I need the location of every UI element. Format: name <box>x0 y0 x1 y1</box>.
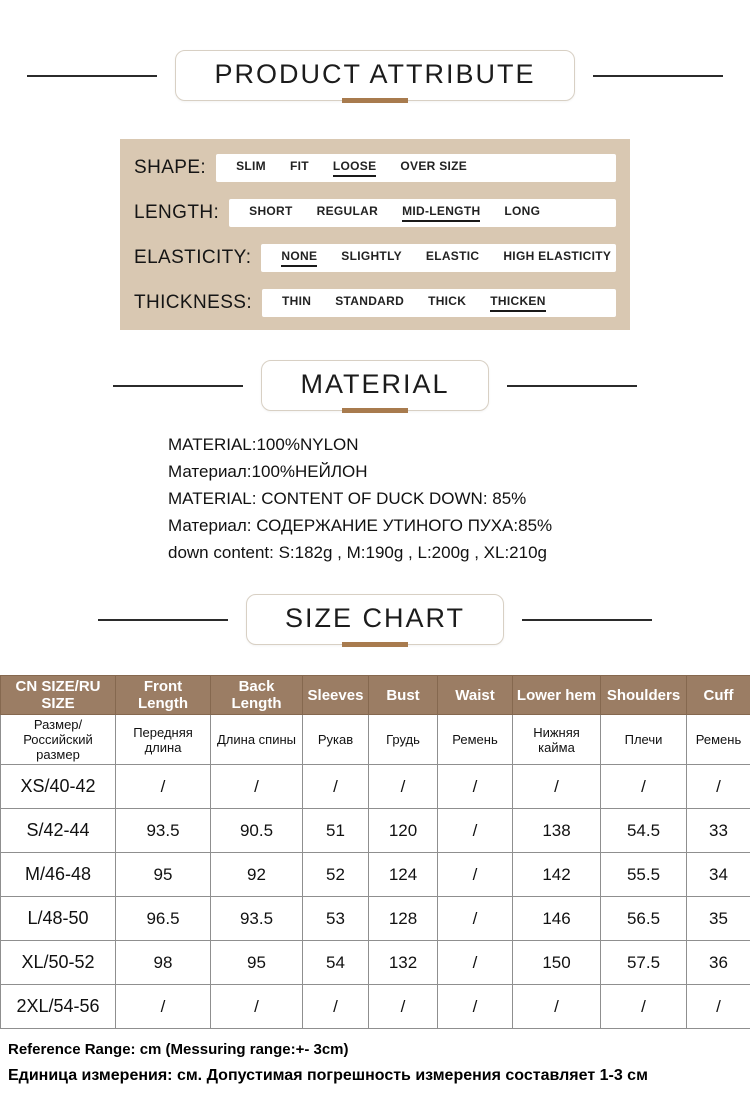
size-cell: XS/40-42 <box>1 765 116 809</box>
attribute-row <box>134 154 616 182</box>
column-header-ru: Размер/Российский размер <box>1 715 116 765</box>
page <box>0 50 750 1104</box>
column-header-en: Back Length <box>211 676 303 715</box>
attribute-option: SHORT <box>249 204 293 222</box>
title-line-left <box>27 75 157 77</box>
attribute-panel <box>120 139 630 330</box>
attribute-options-strip <box>216 154 616 182</box>
column-header-en: Lower hem <box>513 676 601 715</box>
column-header-en: Shoulders <box>601 676 687 715</box>
value-cell: / <box>438 941 513 985</box>
value-cell: / <box>513 985 601 1029</box>
section-material <box>0 360 750 566</box>
value-cell: / <box>211 765 303 809</box>
material-lines <box>168 431 750 566</box>
column-header-en: CN SIZE/RU SIZE <box>1 676 116 715</box>
column-header-en: Front Length <box>116 676 211 715</box>
title-line-right <box>507 385 637 387</box>
value-cell: 92 <box>211 853 303 897</box>
value-cell: 128 <box>369 897 438 941</box>
value-cell: 142 <box>513 853 601 897</box>
column-header-en: Cuff <box>687 676 750 715</box>
attribute-option: ELASTIC <box>426 249 479 267</box>
value-cell: / <box>211 985 303 1029</box>
value-cell: / <box>687 985 750 1029</box>
title-line-right <box>593 75 723 77</box>
size-cell: 2XL/54-56 <box>1 985 116 1029</box>
product-attribute-title: PRODUCT ATTRIBUTE <box>214 59 535 89</box>
attribute-option-selected: LOOSE <box>333 159 377 177</box>
size-chart-table-body <box>1 765 750 1029</box>
value-cell: 90.5 <box>211 809 303 853</box>
size-chart-table <box>0 675 750 1029</box>
value-cell: 132 <box>369 941 438 985</box>
attribute-option-selected: THICKEN <box>490 294 545 312</box>
value-cell: 146 <box>513 897 601 941</box>
column-header-ru: Рукав <box>303 715 369 765</box>
title-accent-bar <box>342 642 408 647</box>
attribute-option: HIGH ELASTICITY <box>503 249 611 267</box>
value-cell: 53 <box>303 897 369 941</box>
material-line-down-content: down content: S:182g , M:190g , L:200g , XL:210g <box>168 539 750 566</box>
value-cell: / <box>369 765 438 809</box>
value-cell: / <box>369 985 438 1029</box>
table-row <box>1 897 750 941</box>
table-header-row-ru <box>1 715 750 765</box>
attribute-label: SHAPE: <box>134 157 206 179</box>
attribute-label: ELASTICITY: <box>134 247 251 269</box>
title-accent-bar <box>342 408 408 413</box>
value-cell: / <box>513 765 601 809</box>
value-cell: / <box>687 765 750 809</box>
column-header-ru: Ремень <box>687 715 750 765</box>
table-row <box>1 809 750 853</box>
value-cell: 55.5 <box>601 853 687 897</box>
attribute-option: FIT <box>290 159 309 177</box>
note-reference-range: Reference Range: cm (Messuring range:+- 3cm) <box>8 1041 750 1058</box>
title-line-left <box>98 619 228 621</box>
attribute-label: LENGTH: <box>134 202 219 224</box>
value-cell: 138 <box>513 809 601 853</box>
material-title-box <box>261 360 488 411</box>
attribute-option-selected: NONE <box>281 249 317 267</box>
size-cell: XL/50-52 <box>1 941 116 985</box>
value-cell: / <box>303 985 369 1029</box>
value-cell: 52 <box>303 853 369 897</box>
column-header-ru: Ремень <box>438 715 513 765</box>
value-cell: 124 <box>369 853 438 897</box>
value-cell: 150 <box>513 941 601 985</box>
value-cell: 96.5 <box>116 897 211 941</box>
table-row <box>1 985 750 1029</box>
section-product-attribute <box>0 50 750 330</box>
size-chart-title: SIZE CHART <box>285 603 465 633</box>
value-cell: 56.5 <box>601 897 687 941</box>
attribute-label: THICKNESS: <box>134 292 252 314</box>
attribute-options-strip <box>261 244 616 272</box>
value-cell: / <box>601 985 687 1029</box>
value-cell: / <box>438 765 513 809</box>
value-cell: / <box>601 765 687 809</box>
attribute-option: LONG <box>504 204 540 222</box>
material-title-row <box>0 360 750 411</box>
value-cell: 95 <box>116 853 211 897</box>
value-cell: 120 <box>369 809 438 853</box>
title-line-left <box>113 385 243 387</box>
value-cell: 54.5 <box>601 809 687 853</box>
column-header-ru: Передняя длина <box>116 715 211 765</box>
size-cell: L/48-50 <box>1 897 116 941</box>
table-row <box>1 765 750 809</box>
value-cell: 36 <box>687 941 750 985</box>
value-cell: / <box>438 809 513 853</box>
material-title: MATERIAL <box>300 369 449 399</box>
value-cell: 51 <box>303 809 369 853</box>
value-cell: 57.5 <box>601 941 687 985</box>
material-line-duckdown-en: MATERIAL: CONTENT OF DUCK DOWN: 85% <box>168 485 750 512</box>
material-line-nylon-ru: Материал:100%НЕЙЛОН <box>168 458 750 485</box>
attribute-row <box>134 244 616 272</box>
table-row <box>1 853 750 897</box>
attribute-option: SLIGHTLY <box>341 249 402 267</box>
attribute-option: REGULAR <box>317 204 378 222</box>
column-header-ru: Длина спины <box>211 715 303 765</box>
note-measurement-ru: Единица измерения: см. Допустимая погрешность измерения составляет 1-3 см <box>8 1067 750 1085</box>
title-line-right <box>522 619 652 621</box>
size-chart-title-row <box>0 594 750 645</box>
column-header-ru: Грудь <box>369 715 438 765</box>
value-cell: / <box>438 853 513 897</box>
table-row <box>1 941 750 985</box>
column-header-en: Sleeves <box>303 676 369 715</box>
column-header-ru: Плечи <box>601 715 687 765</box>
value-cell: / <box>116 985 211 1029</box>
size-cell: M/46-48 <box>1 853 116 897</box>
column-header-en: Waist <box>438 676 513 715</box>
material-line-nylon-en: MATERIAL:100%NYLON <box>168 431 750 458</box>
value-cell: 98 <box>116 941 211 985</box>
attribute-option: THIN <box>282 294 311 312</box>
product-attribute-title-row <box>0 50 750 101</box>
value-cell: 33 <box>687 809 750 853</box>
table-header-row-en <box>1 676 750 715</box>
attribute-options-strip <box>229 199 616 227</box>
attribute-row <box>134 199 616 227</box>
value-cell: 95 <box>211 941 303 985</box>
attribute-option: OVER SIZE <box>400 159 467 177</box>
size-cell: S/42-44 <box>1 809 116 853</box>
value-cell: / <box>116 765 211 809</box>
attribute-options-strip <box>262 289 616 317</box>
value-cell: / <box>438 897 513 941</box>
title-accent-bar <box>342 98 408 103</box>
value-cell: 34 <box>687 853 750 897</box>
attribute-option-selected: MID-LENGTH <box>402 204 480 222</box>
value-cell: / <box>303 765 369 809</box>
attribute-option: STANDARD <box>335 294 404 312</box>
value-cell: 54 <box>303 941 369 985</box>
attribute-option: SLIM <box>236 159 266 177</box>
value-cell: / <box>438 985 513 1029</box>
column-header-en: Bust <box>369 676 438 715</box>
size-chart-title-box <box>246 594 504 645</box>
value-cell: 93.5 <box>211 897 303 941</box>
table-notes <box>8 1041 750 1085</box>
value-cell: 35 <box>687 897 750 941</box>
attribute-option: THICK <box>428 294 466 312</box>
value-cell: 93.5 <box>116 809 211 853</box>
product-attribute-title-box <box>175 50 574 101</box>
section-size-chart <box>0 594 750 1085</box>
attribute-row <box>134 289 616 317</box>
column-header-ru: Нижняя кайма <box>513 715 601 765</box>
material-line-duckdown-ru: Материал: СОДЕРЖАНИЕ УТИНОГО ПУХА:85% <box>168 512 750 539</box>
